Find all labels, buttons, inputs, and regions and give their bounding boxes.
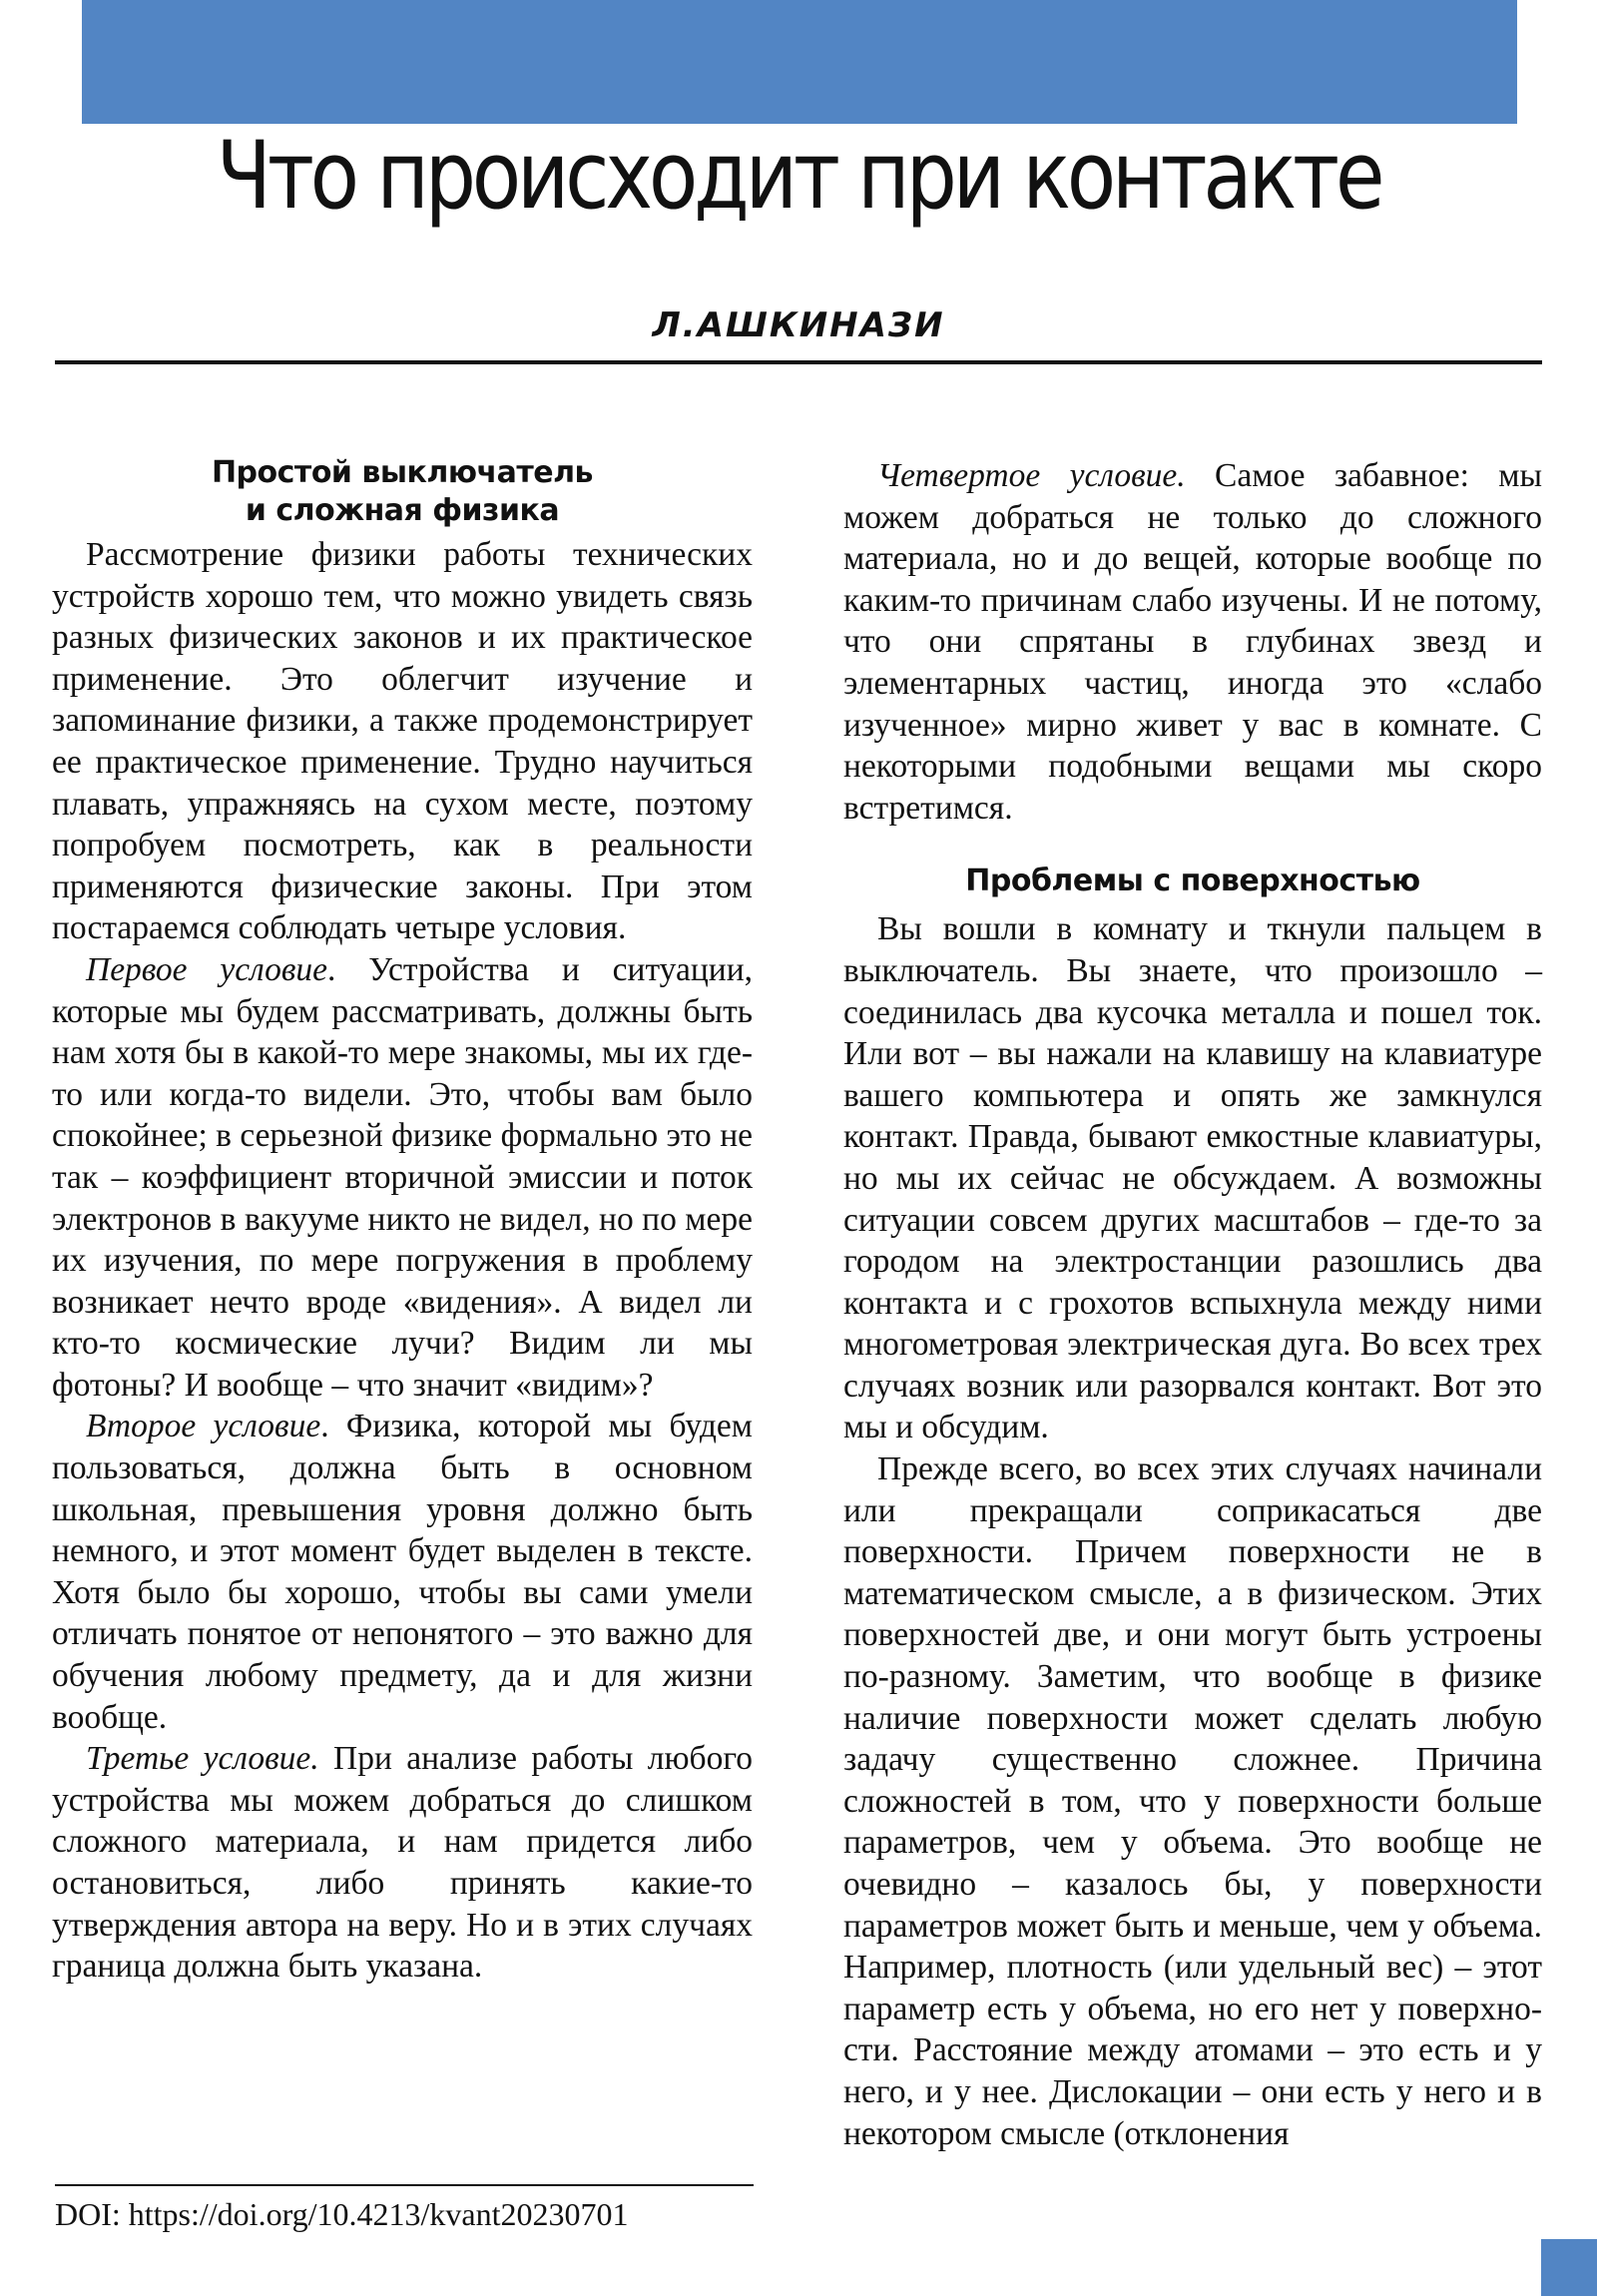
- section-heading-simple-switch: [52, 454, 753, 530]
- paragraph-switch-contact: [843, 908, 1542, 1448]
- paragraph-text: Самое забавное: мы можем добраться не только до сложного материала, но и до вещей, которые вообще по каким-то причинам слабо изучены. И не потому, что они спрятаны в глубинах звезд и элементарных частиц, иногда это «слабо изученное» мирно живет у вас в комнате. С некоторыми подобными вещами мы скоро встретимся.: [843, 457, 1542, 827]
- paragraph-text: При анализе работы любого устройства мы можем добраться до слишком сложного материала, и нам придется либо остановиться, либо принять какие-то утверждения автора на веру. Но и в этих случаях граница должна быть указана.: [52, 1740, 753, 1986]
- section-heading-surface-problems: Проблемы с поверхностью: [965, 863, 1420, 899]
- paragraph-lead: Первое условие: [86, 950, 328, 988]
- paragraph-second-condition: [52, 1406, 753, 1738]
- paragraph-lead: Третье условие.: [86, 1740, 319, 1778]
- left-column: [52, 454, 753, 1988]
- paragraph-first-condition: [52, 949, 753, 1407]
- article-author: Л.АШКИНАЗИ: [652, 305, 945, 345]
- footnote-divider: [55, 2184, 754, 2186]
- paragraph-lead: Четвертое условие.: [877, 457, 1186, 494]
- paragraph-text: Прежде всего, во всех этих случаях начинали или прекращали соприкасаться две поверхности. Причем поверхности не в математическом смысле, а в физическом. Этих поверхностей две, и они могут быть устроены по-разному. Заметим, что вообще в физике наличие поверхности может сделать любую задачу существенно сложнее. Причина сложностей в том, что у поверхности больше параметров, чем у объема. Это вообще не очевидно – казалось бы, у поверхности параметров может быть и меньше, чем у объема. Например, плотность (или удельный вес) – этот параметр есть у объема, но его нет у поверхности. Расстояние между атомами – это есть и у него, и у нее. Дислокации – они есть у него и в некотором смысле (отклонения: [843, 1450, 1542, 2152]
- page-corner-marker: [1541, 2239, 1597, 2296]
- paragraph-fourth-condition: [843, 455, 1542, 829]
- paragraph-text: Вы вошли в комнату и ткнули пальцем в выключатель. Вы знаете, что произошло – соединилась два кусочка металла и пошел ток. Или вот – вы нажали на клавишу на клавиатуре вашего компьютера и опять же замкнулся контакт. Правда, бывают емкостные клавиатуры, но мы их сейчас не обсуждаем. А возможны ситуации совсем других масштабов – где-то за городом на электростанции разошлись два контакта и с грохотов вспыхнула между ними многометровая электрическая дуга. Во всех трех случаях возник или разорвался контакт. Вот это мы и обсудим.: [843, 910, 1542, 1446]
- paragraph-surfaces: [843, 1448, 1542, 2154]
- paragraph-third-condition: [52, 1738, 753, 1988]
- paragraph-text: Рассмотрение физики работы технических устройств хорошо тем, что можно увидеть связь разных физических законов и их практическое применение. Это облегчит изучение и запоминание физики, а также продемонстрирует ее практическое применение. Трудно научиться плавать, упражняясь на сухом месте, поэтому попробуем посмотреть, как в реальности применяются физические законы. При этом постараемся соблюдать четыре условия.: [52, 536, 753, 947]
- paragraph-lead: Второе условие: [86, 1408, 321, 1445]
- header-divider: [55, 360, 1542, 364]
- heading-line-2: и сложная физика: [245, 493, 560, 528]
- heading-line-1: Простой выключатель: [211, 455, 594, 490]
- right-column: [843, 455, 1542, 2154]
- doi-link[interactable]: DOI: https://doi.org/10.4213/kvant20230701: [55, 2196, 629, 2232]
- paragraph-text: . Устройства и ситуации, которые мы будем рассматривать, должны быть нам хотя бы в какой-то мере знакомы, мы их где-то или когда-то видели. Это, чтобы вам было спокойнее; в серьезной физике формально это не так – коэффициент вторичной эмиссии и поток электронов в вакууме никто не видел, но по мере их изучения, по мере погружения в проблему возникает нечто вроде «видения». А видел ли кто-то космические лучи? Видим ли мы фотоны? И вообще – что значит «видим»?: [52, 950, 753, 1404]
- paragraph-text: . Физика, которой мы будем пользоваться, должна быть в основном школьная, превышения уровня должно быть немного, и этот момент будет выделен в тексте. Хотя было бы хорошо, чтобы вы сами умели отличать понятое от непонятого – это важно для обучения любому предмету, да и для жизни вообще.: [52, 1408, 753, 1736]
- paragraph-intro: [52, 534, 753, 949]
- header-color-band: [82, 0, 1517, 124]
- article-title: Что происходит при контакте: [216, 122, 1381, 231]
